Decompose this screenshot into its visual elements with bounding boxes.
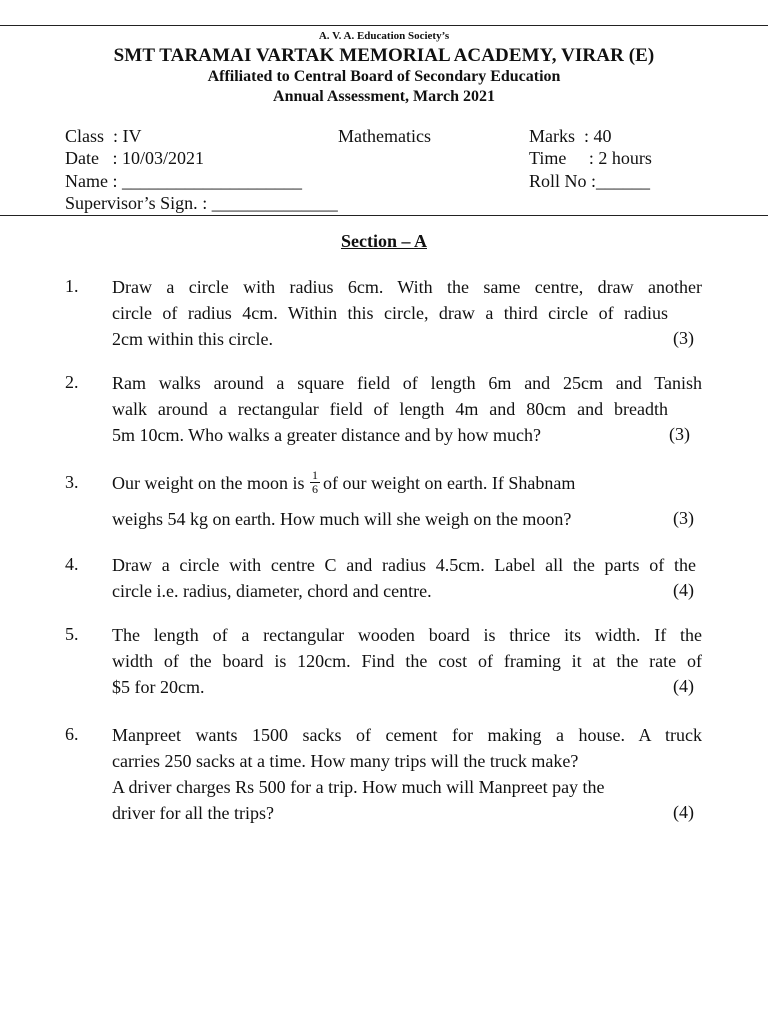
fraction-one-sixth [310, 469, 320, 496]
fraction-numerator: 1 [311, 468, 318, 483]
top-rule [0, 25, 768, 26]
question-number: 6. [65, 724, 79, 744]
rollno-label: Roll No [529, 171, 587, 191]
name-value: : ____________________ [112, 171, 302, 191]
supervisor-label: Supervisor’s Sign. [65, 193, 198, 213]
question-marks: (4) [673, 802, 694, 822]
rollno-field [529, 170, 650, 192]
header-divider [0, 215, 768, 216]
question-text-line: The length of a rectangular wooden board is thrice its width. If the [112, 625, 702, 645]
question-text-line: circle of radius 4cm. Within this circle, draw a third circle of radius [112, 303, 668, 323]
question-text-line: Ram walks around a square field of length 6m and 25cm and Tanish [112, 373, 702, 393]
date-label: Date [65, 148, 99, 168]
question-text-line: driver for all the trips? [112, 803, 274, 823]
question-text-line: circle i.e. radius, diameter, chord and centre. [112, 581, 432, 601]
section-title [0, 231, 768, 252]
date-value: : 10/03/2021 [112, 148, 204, 168]
school-name: SMT TARAMAI VARTAK MEMORIAL ACADEMY, VIRAR (E) [113, 45, 655, 66]
question-number: 5. [65, 624, 79, 644]
time-field [529, 147, 652, 169]
marks-value: : 40 [584, 126, 612, 146]
question-text-segment: of our weight on earth. If Shabnam [322, 473, 576, 493]
class-field [65, 125, 142, 147]
date-field [65, 147, 204, 169]
society-name: A. V. A. Education Society’s [318, 30, 450, 42]
name-field [65, 170, 302, 192]
question-marks: (4) [673, 580, 694, 600]
question-text-line: width of the board is 120cm. Find the cost of framing it at the rate of [112, 651, 702, 671]
fraction-denominator: 6 [311, 482, 318, 497]
class-value: : IV [113, 126, 142, 146]
affiliation-line: Affiliated to Central Board of Secondary Education [207, 68, 561, 85]
exam-title: Annual Assessment, March 2021 [273, 88, 495, 105]
section-title-text: Section – A [340, 231, 427, 251]
rollno-value: :______ [591, 171, 651, 191]
question-text-line: A driver charges Rs 500 for a trip. How much will Manpreet pay the [112, 777, 605, 797]
supervisor-field [65, 192, 338, 214]
question-text-line: $5 for 20cm. [112, 677, 205, 697]
question-number: 3. [65, 472, 79, 492]
marks-label: Marks [529, 126, 575, 146]
marks-field [529, 125, 612, 147]
time-value: : 2 hours [588, 148, 652, 168]
question-text-line: 2cm within this circle. [112, 329, 273, 349]
question-marks: (3) [673, 508, 694, 528]
question-text-segment: Our weight on the moon is [112, 473, 305, 493]
question-marks: (3) [669, 424, 690, 444]
question-text-line: Draw a circle with centre C and radius 4.5cm. Label all the parts of the [112, 555, 696, 575]
name-label: Name [65, 171, 108, 191]
supervisor-value: : ______________ [202, 193, 338, 213]
time-label: Time [529, 148, 567, 168]
question-text-line [112, 470, 702, 498]
question-text-line: walk around a rectangular field of length 4m and 80cm and breadth [112, 399, 668, 419]
question-number: 2. [65, 372, 79, 392]
question-marks: (4) [673, 676, 694, 696]
question-text-line: Draw a circle with radius 6cm. With the same centre, draw another [112, 277, 702, 297]
question-text-line: carries 250 sacks at a time. How many trips will the truck make? [112, 751, 579, 771]
question-text-line: 5m 10cm. Who walks a greater distance and by how much? [112, 425, 542, 445]
question-marks: (3) [673, 328, 694, 348]
subject-name: Mathematics [338, 126, 431, 146]
question-text-line: Manpreet wants 1500 sacks of cement for making a house. A truck [112, 725, 702, 745]
class-label: Class [65, 126, 105, 146]
question-text-line: weighs 54 kg on earth. How much will she weigh on the moon? [112, 509, 572, 529]
question-number: 4. [65, 554, 79, 574]
question-number: 1. [65, 276, 79, 296]
